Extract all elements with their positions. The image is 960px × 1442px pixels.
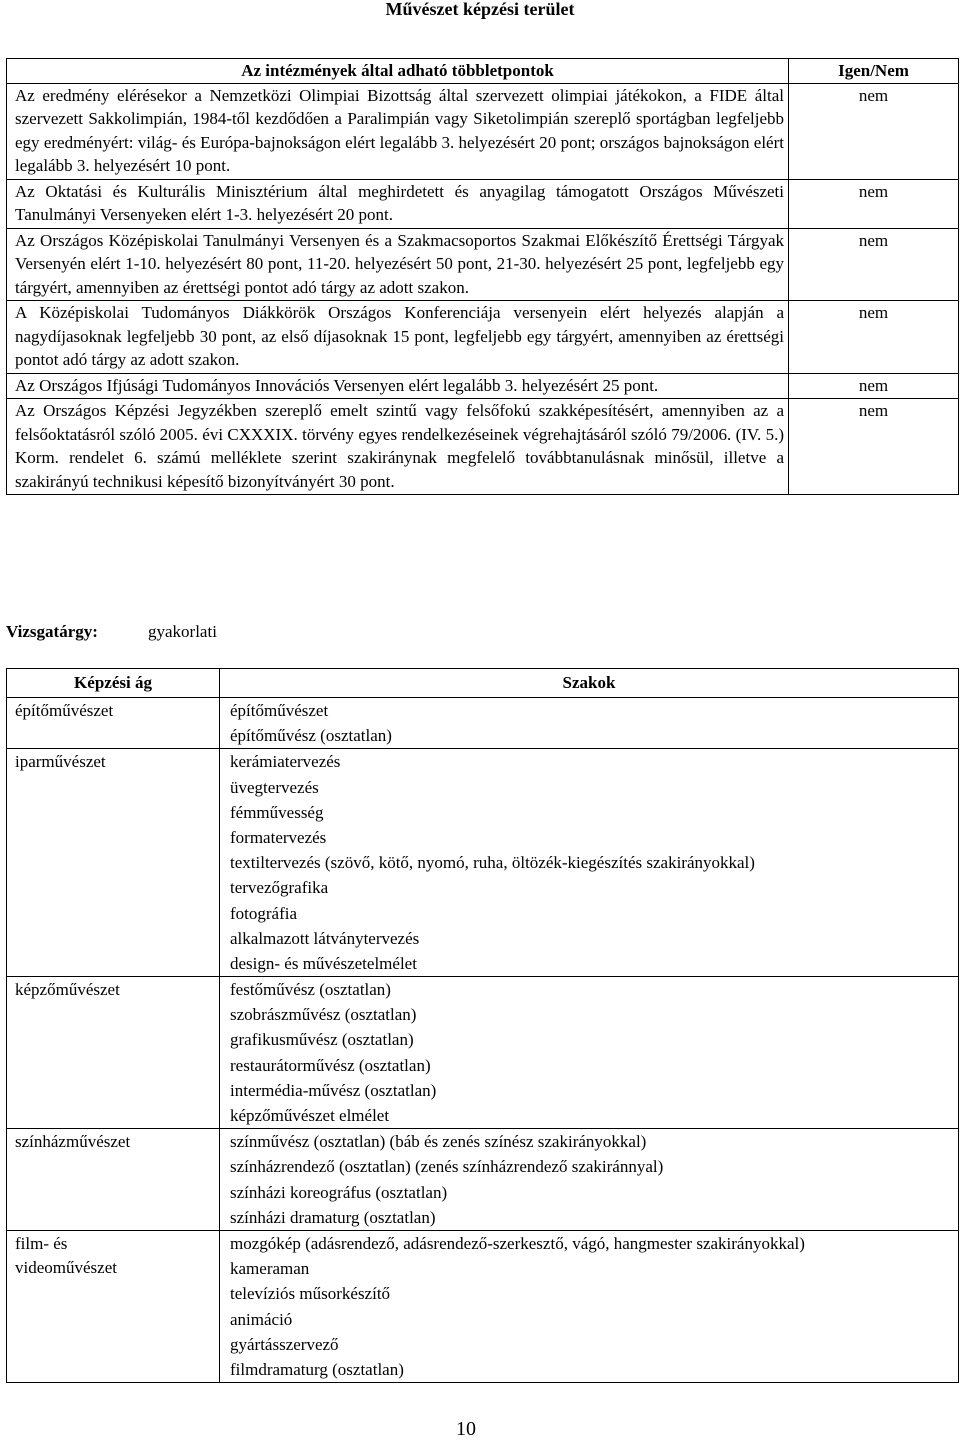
header-branch: Képzési ág [7, 669, 220, 698]
branch-name: színházművészet [15, 1132, 131, 1152]
table-row [7, 977, 959, 1129]
table-header-row [7, 59, 959, 84]
table-row [7, 373, 959, 399]
major-item: szobrászművész (osztatlan) [230, 1005, 417, 1025]
row-text: Az Oktatási és Kulturális Minisztérium által meghirdetett és anyagilag támogatott Országos Művészeti Tanulmányi Versenyeken elért 1-3. helyezésért 20 pont. [15, 181, 784, 224]
major-item: grafikusművész (osztatlan) [230, 1030, 414, 1050]
branch-name: építőművészet [15, 701, 114, 720]
major-item: televíziós műsorkészítő [230, 1284, 391, 1304]
table-header-row [7, 669, 959, 698]
major-item: kameraman [230, 1259, 310, 1279]
major-item: építőművész (osztatlan) [230, 726, 392, 746]
major-item: design- és művészetelmélet [230, 953, 417, 973]
major-item: textiltervezés (szövő, kötő, nyomó, ruha, öltözék-kiegészítés szakirányokkal) [230, 853, 755, 873]
table-row [7, 179, 959, 228]
table-row [7, 399, 959, 495]
branches-table [6, 668, 959, 1383]
major-item: festőművész (osztatlan) [230, 980, 391, 1000]
major-item: alkalmazott látványtervezés [230, 928, 420, 948]
row-value: nem [789, 399, 959, 495]
major-item: képzőművészet elmélet [230, 1106, 390, 1125]
major-item: színművész (osztatlan) (báb és zenés színész szakirányokkal) [230, 1132, 647, 1152]
major-item: színházrendező (osztatlan) (zenés színházrendező szakiránnyal) [230, 1157, 664, 1177]
row-value: nem [789, 373, 959, 399]
extra-points-table [6, 58, 959, 495]
table-row [7, 301, 959, 374]
row-value: nem [789, 301, 959, 374]
major-item: fémművesség [230, 802, 324, 822]
table-row [7, 83, 959, 179]
major-item: gyártásszervező [230, 1334, 339, 1354]
major-item: kerámiatervezés [230, 752, 341, 772]
major-item: üvegtervezés [230, 777, 319, 797]
major-item: színházi dramaturg (osztatlan) [230, 1207, 436, 1227]
major-item: animáció [230, 1309, 293, 1329]
table-row [7, 1230, 959, 1382]
row-value: nem [789, 83, 959, 179]
row-text: Az Országos Ifjúsági Tudományos Innovációs Versenyen elért legalább 3. helyezésért 25 pont. [15, 375, 659, 395]
page-number: 10 [456, 1418, 476, 1440]
table-row [7, 1129, 959, 1231]
exam-value: gyakorlati [148, 622, 217, 641]
major-item: formatervezés [230, 827, 327, 847]
page-title: Művészet képzési terület [385, 0, 575, 19]
branch-name: film- és videoművészet [15, 1233, 117, 1277]
row-text: Az eredmény elérésekor a Nemzetközi Olimpiai Bizottság által szervezett olimpiai játékokon, a FIDE által szervezett Sakkolimpián, 1984-től kezdődően a Paralimpián vagy Siketolimpián szereplő sportágban legfeljebb egy eredményért: világ- és Európa-bajnokságon elért legalább 3. helyezésért 20 pont; országos bajnokságon elért legalább 3. helyezésért 10 pont. [15, 85, 784, 175]
header-extra-points: Az intézmények által adható többletpontok [7, 59, 789, 84]
table-row [7, 749, 959, 977]
major-item: színházi koreográfus (osztatlan) [230, 1182, 448, 1202]
branch-name: iparművészet [15, 752, 106, 772]
row-text: Az Országos Képzési Jegyzékben szereplő emelt szintű vagy felsőfokú szakképesítésért, amennyiben az a felsőoktatásról szóló 2005. évi CXXXIX. törvény egyes rendelkezéseinek végrehajtásáról szóló 79/2006. (IV. 5.) Korm. rendelet 6. számú melléklete szerint szakiránynak megfelelő továbbtanulásnak minősül, illetve a szakirányú technikusi képesítő bizonyítványért 30 pont. [15, 401, 784, 491]
major-item: tervezőgrafika [230, 878, 329, 898]
major-item: restaurátorművész (osztatlan) [230, 1055, 431, 1075]
branch-name: képzőművészet [15, 980, 120, 1000]
row-value: nem [789, 228, 959, 301]
row-value: nem [789, 179, 959, 228]
header-majors: Szakok [220, 669, 959, 698]
major-item: mozgókép (adásrendező, adásrendező-szerkesztő, vágó, hangmester szakirányokkal) [230, 1233, 805, 1253]
header-yes-no: Igen/Nem [789, 59, 959, 84]
exam-subject [6, 620, 217, 644]
major-item: intermédia-művész (osztatlan) [230, 1080, 437, 1100]
row-text: Az Országos Középiskolai Tanulmányi Versenyen és a Szakmacsoportos Szakmai Előkészítő Érettségi Tárgyak Versenyén elért 1-10. helyezésért 80 pont, 11-20. helyezésért 50 pont, 21-30. helyezésért 25 pont, legfeljebb egy tárgyért, amennyiben az érettségi pontot adó tárgy az adott szakon. [15, 230, 784, 297]
row-text: A Középiskolai Tudományos Diákkörök Országos Konferenciája versenyein elért helyezés alapján a nagydíjasoknak legfeljebb 30 pont, az első díjasoknak 15 pont, legfeljebb egy tárgyért, amennyiben az érettségi pontot adó tárgy az adott szakon. [15, 303, 784, 369]
major-item: fotográfia [230, 903, 298, 923]
table-row [7, 228, 959, 301]
major-item: filmdramaturg (osztatlan) [230, 1359, 404, 1379]
major-item: építőművészet [230, 701, 329, 720]
table-row [7, 698, 959, 749]
exam-label: Vizsgatárgy: [6, 622, 98, 641]
